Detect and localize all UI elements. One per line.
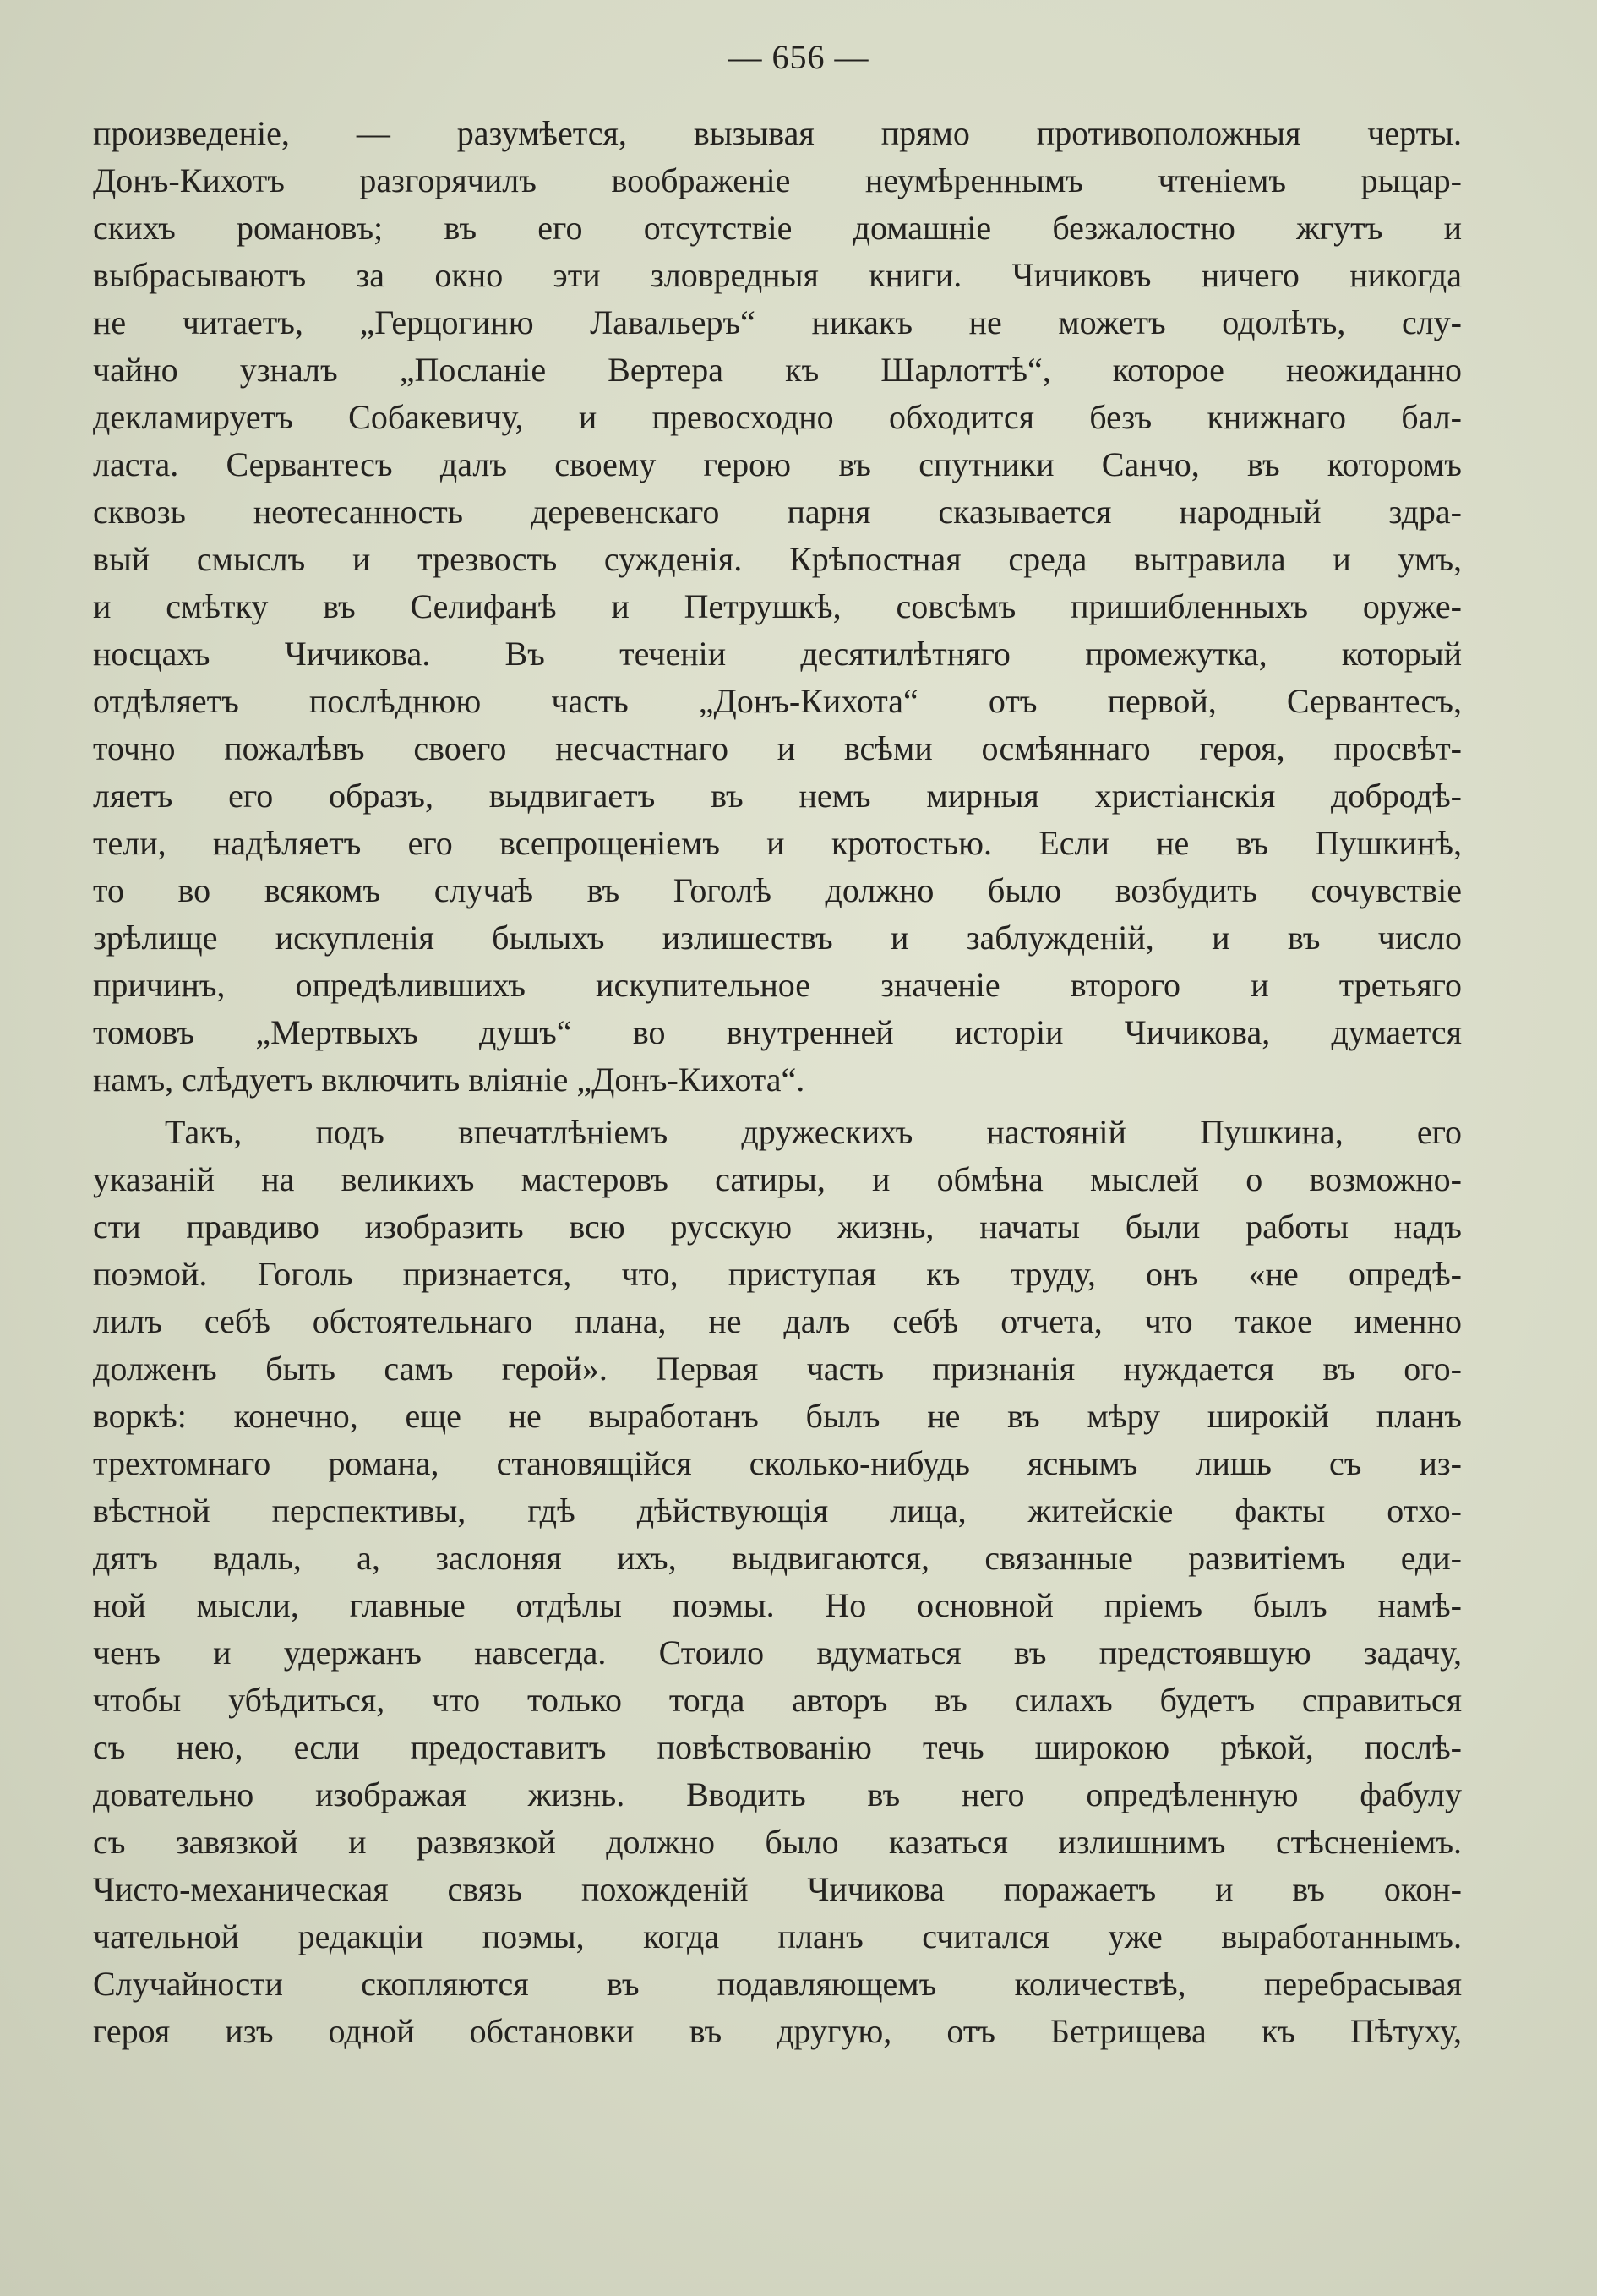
text-line: зрѣлище искупленія былыхъ излишествъ и заблужденій, и въ число (93, 919, 1462, 957)
text-line: тели, надѣляетъ его всепрощеніемъ и кротостью. Если не въ Пушкинѣ, (93, 824, 1462, 862)
text-line: носцахъ Чичикова. Въ теченіи десятилѣтняго промежутка, который (93, 635, 1462, 673)
text-line: ляетъ его образъ, выдвигаетъ въ немъ мирныя христіанскія добродѣ- (93, 777, 1462, 815)
text-line: вый смыслъ и трезвость сужденія. Крѣпостная среда вытравила и умъ, (93, 540, 1462, 578)
text-line: съ нею, если предоставитъ повѣствованію течь широкою рѣкой, послѣ- (93, 1728, 1462, 1766)
text-line: намъ, слѣдуетъ включить вліяніе „Донъ-Кихота“. (93, 1061, 805, 1099)
text-line: произведеніе, — разумѣется, вызывая прямо противоположныя черты. (93, 114, 1462, 152)
text-line: вѣстной перспективы, гдѣ дѣйствующія лица, житейскіе факты отхо- (93, 1492, 1462, 1530)
text-line: чательной редакціи поэмы, когда планъ считался уже выработаннымъ. (93, 1917, 1462, 1955)
text-line: точно пожалѣвъ своего несчастнаго и всѣми осмѣяннаго героя, просвѣт- (93, 729, 1462, 767)
text-line: героя изъ одной обстановки въ другую, отъ Бетрищева къ Пѣтуху, (93, 2012, 1462, 2050)
paragraph-1 (93, 110, 1462, 1104)
text-line: чайно узналъ „Посланіе Вертера къ Шарлоттѣ“, которое неожиданно (93, 351, 1462, 389)
text-line: томовъ „Мертвыхъ душъ“ во внутренней исторіи Чичикова, думается (93, 1013, 1462, 1051)
text-line: поэмой. Гоголь признается, что, приступая къ труду, онъ «не опредѣ- (93, 1255, 1462, 1293)
text-line: ченъ и удержанъ навсегда. Стоило вдуматься въ предстоявшую задачу, (93, 1633, 1462, 1672)
text-line: довательно изображая жизнь. Вводить въ него опредѣленную фабулу (93, 1775, 1462, 1813)
text-line: дятъ вдаль, а, заслоняя ихъ, выдвигаются, связанные развитіемъ еди- (93, 1539, 1462, 1577)
text-line: Случайности скопляются въ подавляющемъ количествѣ, перебрасывая (93, 1965, 1462, 2003)
text-line: ласта. Сервантесъ далъ своему герою въ спутники Санчо, въ которомъ (93, 445, 1462, 483)
text-line: причинъ, опредѣлившихъ искупительное значеніе второго и третьяго (93, 966, 1462, 1004)
text-line: долженъ быть самъ герой». Первая часть признанія нуждается въ ого- (93, 1350, 1462, 1388)
text-line: и смѣтку въ Селифанѣ и Петрушкѣ, совсѣмъ пришибленныхъ оруже- (93, 587, 1462, 625)
text-line: то во всякомъ случаѣ въ Гоголѣ должно было возбудить сочувствіе (93, 871, 1462, 909)
text-line: не читаетъ, „Герцогиню Лавальеръ“ никакъ не можетъ одолѣть, слу- (93, 303, 1462, 341)
text-line: ной мысли, главные отдѣлы поэмы. Но основной пріемъ былъ намѣ- (93, 1586, 1462, 1624)
text-line: выбрасываютъ за окно эти зловредныя книги. Чичиковъ ничего никогда (93, 256, 1462, 294)
text-line: отдѣляетъ послѣднюю часть „Донъ-Кихота“ отъ первой, Сервантесъ, (93, 682, 1462, 720)
text-line: чтобы убѣдиться, что только тогда авторъ въ силахъ будетъ справиться (93, 1681, 1462, 1719)
text-line: сквозь неотесанность деревенскаго парня сказывается народный здра- (93, 493, 1462, 531)
text-line: сти правдиво изобразить всю русскую жизнь, начаты были работы надъ (93, 1208, 1462, 1246)
paragraph-2 (93, 1109, 1462, 2055)
text-line: декламируетъ Собакевичу, и превосходно обходится безъ книжнаго бал- (93, 398, 1462, 436)
text-line: скихъ романовъ; въ его отсутствіе домашніе безжалостно жгутъ и (93, 209, 1462, 247)
body-text (93, 110, 1462, 2055)
text-line: лилъ себѣ обстоятельнаго плана, не далъ себѣ отчета, что такое именно (93, 1302, 1462, 1340)
text-line: съ завязкой и развязкой должно было казаться излишнимъ стѣсненіемъ. (93, 1823, 1462, 1861)
text-line: воркѣ: конечно, еще не выработанъ былъ не въ мѣру широкій планъ (93, 1397, 1462, 1435)
text-line: Донъ-Кихотъ разгорячилъ воображеніе неумѣреннымъ чтеніемъ рыцар- (93, 161, 1462, 199)
text-line: трехтомнаго романа, становящійся сколько-нибудь яснымъ лишь съ из- (93, 1444, 1462, 1482)
text-line: Такъ, подъ впечатлѣніемъ дружескихъ настояній Пушкина, его (165, 1113, 1462, 1151)
text-line: Чисто-механическая связь похожденій Чичикова поражаетъ и въ окон- (93, 1870, 1462, 1908)
page-number: — 656 — (728, 38, 869, 76)
text-line: указаній на великихъ мастеровъ сатиры, и обмѣна мыслей о возможно- (93, 1160, 1462, 1198)
